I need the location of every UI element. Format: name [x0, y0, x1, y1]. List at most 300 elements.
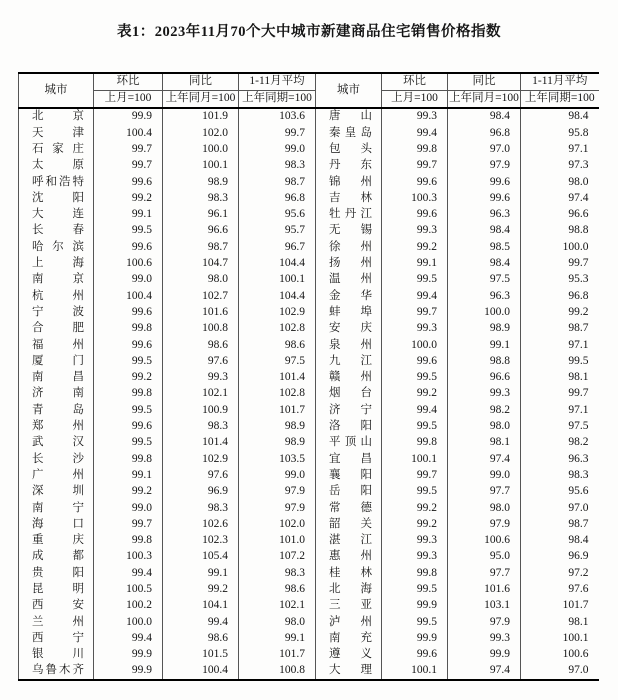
mom-value-cell: 99.5	[382, 582, 448, 598]
city-cell: 吉林	[316, 190, 382, 206]
table-row	[19, 468, 599, 484]
avg-value-cell: 98.3	[239, 158, 316, 174]
city-cell: 重庆	[19, 533, 94, 549]
avg-value-cell: 99.7	[568, 387, 589, 400]
mom-value-cell: 99.8	[94, 533, 163, 549]
table-row	[19, 288, 599, 304]
yoy-value-cell: 99.3	[448, 631, 521, 647]
yoy-value-cell: 97.4	[448, 663, 521, 680]
table-row	[19, 223, 599, 239]
yoy-value-cell: 97.4	[448, 451, 521, 467]
column-base-yoy-left: 上年同月=100	[163, 91, 239, 109]
avg-value-cell: 97.0	[568, 501, 589, 514]
mom-value-cell: 99.7	[382, 468, 448, 484]
city-cell: 天津	[19, 125, 94, 141]
column-base-mom-right: 上月=100	[382, 91, 448, 109]
mom-value-cell: 99.5	[94, 435, 163, 451]
mom-value-cell: 99.2	[94, 484, 163, 500]
yoy-value-cell: 96.8	[448, 125, 521, 141]
avg-value-cell: 98.9	[239, 435, 316, 451]
table-row	[19, 419, 599, 435]
column-header-yoy-left: 同比	[163, 73, 239, 91]
table-header	[19, 73, 599, 108]
table-row	[19, 207, 599, 223]
avg-value-cell: 99.5	[568, 354, 589, 367]
avg-value-cell: 96.7	[239, 239, 316, 255]
avg-value-cell: 96.8	[239, 190, 316, 206]
city-cell: 青岛	[19, 402, 94, 418]
city-cell: 南充	[316, 631, 382, 647]
city-cell: 三亚	[316, 598, 382, 614]
yoy-value-cell: 104.7	[163, 256, 239, 272]
yoy-value-cell: 97.6	[163, 353, 239, 369]
city-cell: 乌鲁木齐	[19, 663, 94, 680]
avg-value-cell: 101.0	[239, 533, 316, 549]
avg-value-cell: 102.9	[239, 305, 316, 321]
city-cell: 西安	[19, 598, 94, 614]
yoy-value-cell: 98.2	[448, 402, 521, 418]
yoy-value-cell: 98.0	[448, 419, 521, 435]
mom-value-cell: 99.5	[94, 402, 163, 418]
city-cell: 西宁	[19, 631, 94, 647]
mom-value-cell: 99.4	[382, 125, 448, 141]
city-cell: 常德	[316, 500, 382, 516]
table-row	[19, 370, 599, 386]
mom-value-cell: 99.1	[94, 468, 163, 484]
mom-value-cell: 99.0	[94, 272, 163, 288]
mom-value-cell: 100.0	[94, 614, 163, 630]
city-cell: 安庆	[316, 321, 382, 337]
mom-value-cell: 99.5	[382, 614, 448, 630]
yoy-value-cell: 98.6	[163, 337, 239, 353]
city-cell: 郑州	[19, 419, 94, 435]
city-cell: 长沙	[19, 451, 94, 467]
yoy-value-cell: 100.0	[163, 142, 239, 158]
mom-value-cell: 100.6	[94, 256, 163, 272]
city-cell: 兰州	[19, 614, 94, 630]
avg-value-cell: 102.8	[239, 321, 316, 337]
city-cell: 秦皇岛	[316, 125, 382, 141]
city-cell: 大连	[19, 207, 94, 223]
city-cell: 蚌埠	[316, 305, 382, 321]
mom-value-cell: 99.2	[94, 190, 163, 206]
yoy-value-cell: 96.6	[163, 223, 239, 239]
avg-value-cell: 104.4	[239, 256, 316, 272]
table-row	[19, 142, 599, 158]
avg-value-cell: 97.9	[239, 500, 316, 516]
yoy-value-cell: 100.4	[163, 663, 239, 680]
yoy-value-cell: 98.3	[163, 190, 239, 206]
mom-value-cell: 99.0	[94, 500, 163, 516]
avg-value-cell: 98.7	[568, 517, 589, 530]
city-cell: 南京	[19, 272, 94, 288]
yoy-value-cell: 97.7	[448, 565, 521, 581]
mom-value-cell: 99.6	[94, 419, 163, 435]
avg-value-cell: 97.1	[568, 142, 589, 155]
table-row	[19, 353, 599, 369]
mom-value-cell: 99.5	[382, 419, 448, 435]
city-cell: 济宁	[316, 402, 382, 418]
table-row	[19, 451, 599, 467]
yoy-value-cell: 102.7	[163, 288, 239, 304]
avg-value-cell: 98.7	[239, 174, 316, 190]
table-row	[19, 484, 599, 500]
mom-value-cell: 99.2	[382, 239, 448, 255]
table-row	[19, 108, 599, 125]
yoy-value-cell: 100.1	[163, 158, 239, 174]
yoy-value-cell: 99.9	[448, 647, 521, 663]
yoy-value-cell: 101.4	[163, 435, 239, 451]
yoy-value-cell: 99.1	[448, 337, 521, 353]
table-row	[19, 516, 599, 532]
mom-value-cell: 99.6	[382, 207, 448, 223]
city-cell: 赣州	[316, 370, 382, 386]
city-cell: 岳阳	[316, 484, 382, 500]
mom-value-cell: 99.7	[94, 158, 163, 174]
city-cell: 石家庄	[19, 142, 94, 158]
mom-value-cell: 99.6	[382, 353, 448, 369]
mom-value-cell: 99.9	[94, 108, 163, 125]
table-row	[19, 663, 599, 680]
city-cell: 平顶山	[316, 435, 382, 451]
avg-value-cell: 101.4	[239, 370, 316, 386]
yoy-value-cell: 101.5	[163, 647, 239, 663]
avg-value-cell: 100.8	[239, 663, 316, 680]
mom-value-cell: 99.3	[382, 108, 448, 125]
mom-value-cell: 100.4	[94, 125, 163, 141]
city-cell: 桂林	[316, 565, 382, 581]
table-row	[19, 158, 599, 174]
avg-value-cell: 99.2	[568, 305, 589, 318]
mom-value-cell: 100.5	[94, 582, 163, 598]
avg-value-cell: 99.0	[239, 142, 316, 158]
city-cell: 宁波	[19, 305, 94, 321]
avg-value-cell: 97.6	[568, 583, 589, 595]
yoy-value-cell: 102.0	[163, 125, 239, 141]
table-row	[19, 272, 599, 288]
yoy-value-cell: 97.9	[448, 614, 521, 630]
table-row	[19, 565, 599, 581]
city-cell: 湛江	[316, 533, 382, 549]
table-row	[19, 337, 599, 353]
avg-value-cell: 97.5	[239, 353, 316, 369]
yoy-value-cell: 100.0	[448, 305, 521, 321]
mom-value-cell: 99.4	[382, 288, 448, 304]
mom-value-cell: 99.9	[94, 647, 163, 663]
table-row	[19, 321, 599, 337]
city-cell: 洛阳	[316, 419, 382, 435]
column-base-yoy-right: 上年同月=100	[448, 91, 521, 109]
table-row	[19, 239, 599, 255]
avg-value-cell: 95.6	[568, 485, 589, 498]
avg-value-cell: 98.0	[239, 614, 316, 630]
avg-value-cell: 98.4	[568, 110, 589, 123]
yoy-value-cell: 103.1	[448, 598, 521, 614]
yoy-value-cell: 101.6	[448, 582, 521, 598]
avg-value-cell: 96.8	[568, 289, 589, 302]
avg-value-cell: 98.1	[568, 371, 589, 384]
mom-value-cell: 99.8	[382, 565, 448, 581]
column-header-city-right: 城市	[316, 73, 382, 108]
city-cell: 烟台	[316, 386, 382, 402]
city-cell: 上海	[19, 256, 94, 272]
yoy-value-cell: 99.3	[163, 370, 239, 386]
yoy-value-cell: 98.7	[163, 239, 239, 255]
mom-value-cell: 99.2	[382, 500, 448, 516]
yoy-value-cell: 96.3	[448, 207, 521, 223]
mom-value-cell: 99.6	[94, 305, 163, 321]
column-base-avg-right: 上年同期=100	[521, 91, 599, 109]
avg-value-cell: 98.9	[239, 419, 316, 435]
mom-value-cell: 99.3	[382, 321, 448, 337]
city-cell: 成都	[19, 549, 94, 565]
mom-value-cell: 99.6	[382, 647, 448, 663]
avg-value-cell: 95.3	[568, 273, 589, 286]
avg-value-cell: 99.0	[239, 468, 316, 484]
avg-value-cell: 107.2	[239, 549, 316, 565]
mom-value-cell: 100.3	[94, 549, 163, 565]
city-cell: 济南	[19, 386, 94, 402]
table-row	[19, 125, 599, 141]
mom-value-cell: 99.1	[94, 207, 163, 223]
yoy-value-cell: 98.0	[448, 500, 521, 516]
avg-value-cell: 95.8	[568, 126, 589, 139]
mom-value-cell: 99.4	[382, 402, 448, 418]
mom-value-cell: 99.2	[382, 516, 448, 532]
yoy-value-cell: 98.5	[448, 239, 521, 255]
mom-value-cell: 99.8	[382, 435, 448, 451]
column-header-mom-left: 环比	[94, 73, 163, 91]
avg-value-cell: 99.7	[239, 125, 316, 141]
table-row	[19, 614, 599, 630]
table-row	[19, 631, 599, 647]
yoy-value-cell: 105.4	[163, 549, 239, 565]
yoy-value-cell: 100.6	[448, 533, 521, 549]
yoy-value-cell: 99.6	[448, 190, 521, 206]
yoy-value-cell: 99.6	[448, 174, 521, 190]
mom-value-cell: 100.2	[94, 598, 163, 614]
avg-value-cell: 101.7	[562, 599, 589, 612]
city-cell: 长春	[19, 223, 94, 239]
table-row	[19, 598, 599, 614]
yoy-value-cell: 96.9	[163, 484, 239, 500]
yoy-value-cell: 102.1	[163, 386, 239, 402]
avg-value-cell: 96.9	[568, 550, 589, 563]
yoy-value-cell: 102.3	[163, 533, 239, 549]
city-cell: 丹东	[316, 158, 382, 174]
table-row	[19, 386, 599, 402]
avg-value-cell: 104.4	[239, 288, 316, 304]
table-body	[19, 108, 599, 680]
city-cell: 福州	[19, 337, 94, 353]
city-cell: 合肥	[19, 321, 94, 337]
yoy-value-cell: 99.4	[163, 614, 239, 630]
yoy-value-cell: 97.9	[448, 158, 521, 174]
city-cell: 广州	[19, 468, 94, 484]
mom-value-cell: 99.7	[94, 142, 163, 158]
city-cell: 唐山	[316, 108, 382, 125]
mom-value-cell: 99.4	[94, 565, 163, 581]
page-title: 表1：2023年11月70个大中城市新建商品住宅销售价格指数	[117, 24, 501, 40]
city-cell: 太原	[19, 158, 94, 174]
yoy-value-cell: 100.8	[163, 321, 239, 337]
city-cell: 北京	[19, 108, 94, 125]
city-cell: 北海	[316, 582, 382, 598]
avg-value-cell: 98.3	[568, 468, 589, 481]
avg-value-cell: 102.0	[239, 516, 316, 532]
mom-value-cell: 99.9	[382, 631, 448, 647]
mom-value-cell: 99.5	[382, 272, 448, 288]
avg-value-cell: 100.1	[562, 631, 589, 644]
yoy-value-cell: 97.9	[448, 516, 521, 532]
avg-value-cell: 97.4	[568, 191, 589, 204]
city-cell: 徐州	[316, 239, 382, 255]
table-row	[19, 435, 599, 451]
table-row	[19, 256, 599, 272]
avg-value-cell: 97.1	[568, 403, 589, 416]
table-row	[19, 402, 599, 418]
avg-value-cell: 99.7	[568, 257, 589, 270]
mom-value-cell: 99.7	[382, 305, 448, 321]
mom-value-cell: 99.9	[94, 663, 163, 680]
mom-value-cell: 99.6	[382, 174, 448, 190]
mom-value-cell: 100.4	[94, 288, 163, 304]
city-cell: 南宁	[19, 500, 94, 516]
city-cell: 贵阳	[19, 565, 94, 581]
city-cell: 扬州	[316, 256, 382, 272]
yoy-value-cell: 98.4	[448, 223, 521, 239]
avg-value-cell: 98.0	[568, 175, 589, 188]
yoy-value-cell: 101.6	[163, 305, 239, 321]
column-header-mom-right: 环比	[382, 73, 448, 91]
avg-value-cell: 98.2	[568, 436, 589, 449]
avg-value-cell: 102.8	[239, 386, 316, 402]
mom-value-cell: 100.3	[382, 190, 448, 206]
city-cell: 深圳	[19, 484, 94, 500]
city-cell: 杭州	[19, 288, 94, 304]
mom-value-cell: 100.1	[382, 451, 448, 467]
table-row	[19, 582, 599, 598]
yoy-value-cell: 98.6	[163, 631, 239, 647]
avg-value-cell: 97.2	[568, 566, 589, 579]
city-cell: 九江	[316, 353, 382, 369]
avg-value-cell: 103.5	[239, 451, 316, 467]
yoy-value-cell: 98.9	[163, 174, 239, 190]
yoy-value-cell: 100.9	[163, 402, 239, 418]
city-cell: 襄阳	[316, 468, 382, 484]
avg-value-cell: 97.0	[568, 664, 589, 677]
avg-value-cell: 98.4	[568, 534, 589, 547]
mom-value-cell: 99.5	[382, 370, 448, 386]
column-header-avg-left: 1-11月平均	[239, 73, 316, 91]
city-cell: 武汉	[19, 435, 94, 451]
yoy-value-cell: 98.4	[448, 256, 521, 272]
yoy-value-cell: 99.3	[448, 386, 521, 402]
avg-value-cell: 98.7	[568, 322, 589, 335]
avg-value-cell: 102.1	[239, 598, 316, 614]
table-row	[19, 190, 599, 206]
yoy-value-cell: 99.1	[163, 565, 239, 581]
mom-value-cell: 99.9	[382, 598, 448, 614]
city-cell: 金华	[316, 288, 382, 304]
city-cell: 沈阳	[19, 190, 94, 206]
yoy-value-cell: 98.4	[448, 108, 521, 125]
city-cell: 温州	[316, 272, 382, 288]
city-cell: 包头	[316, 142, 382, 158]
mom-value-cell: 99.2	[382, 386, 448, 402]
city-cell: 韶关	[316, 516, 382, 532]
city-cell: 宜昌	[316, 451, 382, 467]
mom-value-cell: 99.4	[94, 631, 163, 647]
avg-value-cell: 98.3	[239, 565, 316, 581]
mom-value-cell: 99.6	[94, 337, 163, 353]
avg-value-cell: 100.6	[562, 648, 589, 661]
yoy-value-cell: 98.3	[163, 419, 239, 435]
avg-value-cell: 98.1	[568, 615, 589, 628]
mom-value-cell: 99.8	[94, 451, 163, 467]
city-cell: 锦州	[316, 174, 382, 190]
mom-value-cell: 99.8	[94, 386, 163, 402]
column-header-avg-right: 1-11月平均	[521, 73, 599, 91]
city-cell: 南昌	[19, 370, 94, 386]
yoy-value-cell: 98.1	[448, 435, 521, 451]
mom-value-cell: 100.0	[382, 337, 448, 353]
avg-value-cell: 95.7	[239, 223, 316, 239]
yoy-value-cell: 97.6	[163, 468, 239, 484]
avg-value-cell: 96.6	[568, 208, 589, 221]
mom-value-cell: 99.1	[382, 256, 448, 272]
avg-value-cell: 98.8	[568, 224, 589, 237]
city-cell: 昆明	[19, 582, 94, 598]
avg-value-cell: 100.0	[562, 240, 589, 253]
city-cell: 海口	[19, 516, 94, 532]
column-base-avg-left: 上年同期=100	[239, 91, 316, 109]
city-cell: 惠州	[316, 549, 382, 565]
city-cell: 哈尔滨	[19, 239, 94, 255]
city-cell: 厦门	[19, 353, 94, 369]
yoy-value-cell: 97.7	[448, 484, 521, 500]
mom-value-cell: 100.1	[382, 663, 448, 680]
mom-value-cell: 99.8	[382, 142, 448, 158]
city-cell: 无锡	[316, 223, 382, 239]
column-base-mom-left: 上月=100	[94, 91, 163, 109]
avg-value-cell: 97.1	[568, 338, 589, 351]
table-row	[19, 305, 599, 321]
mom-value-cell: 99.5	[94, 353, 163, 369]
yoy-value-cell: 102.9	[163, 451, 239, 467]
table-row	[19, 174, 599, 190]
city-cell: 呼和浩特	[19, 174, 94, 190]
yoy-value-cell: 96.3	[448, 288, 521, 304]
avg-value-cell: 99.1	[239, 631, 316, 647]
mom-value-cell: 99.3	[382, 549, 448, 565]
mom-value-cell: 99.3	[382, 533, 448, 549]
table-row	[19, 549, 599, 565]
yoy-value-cell: 97.0	[448, 142, 521, 158]
yoy-value-cell: 99.0	[448, 468, 521, 484]
mom-value-cell: 99.6	[94, 174, 163, 190]
avg-value-cell: 100.1	[239, 272, 316, 288]
yoy-value-cell: 98.0	[163, 272, 239, 288]
avg-value-cell: 98.6	[239, 337, 316, 353]
table-row	[19, 500, 599, 516]
mom-value-cell: 99.6	[94, 239, 163, 255]
yoy-value-cell: 104.1	[163, 598, 239, 614]
yoy-value-cell: 101.9	[163, 108, 239, 125]
mom-value-cell: 99.8	[94, 321, 163, 337]
city-cell: 泉州	[316, 337, 382, 353]
avg-value-cell: 96.3	[568, 452, 589, 465]
